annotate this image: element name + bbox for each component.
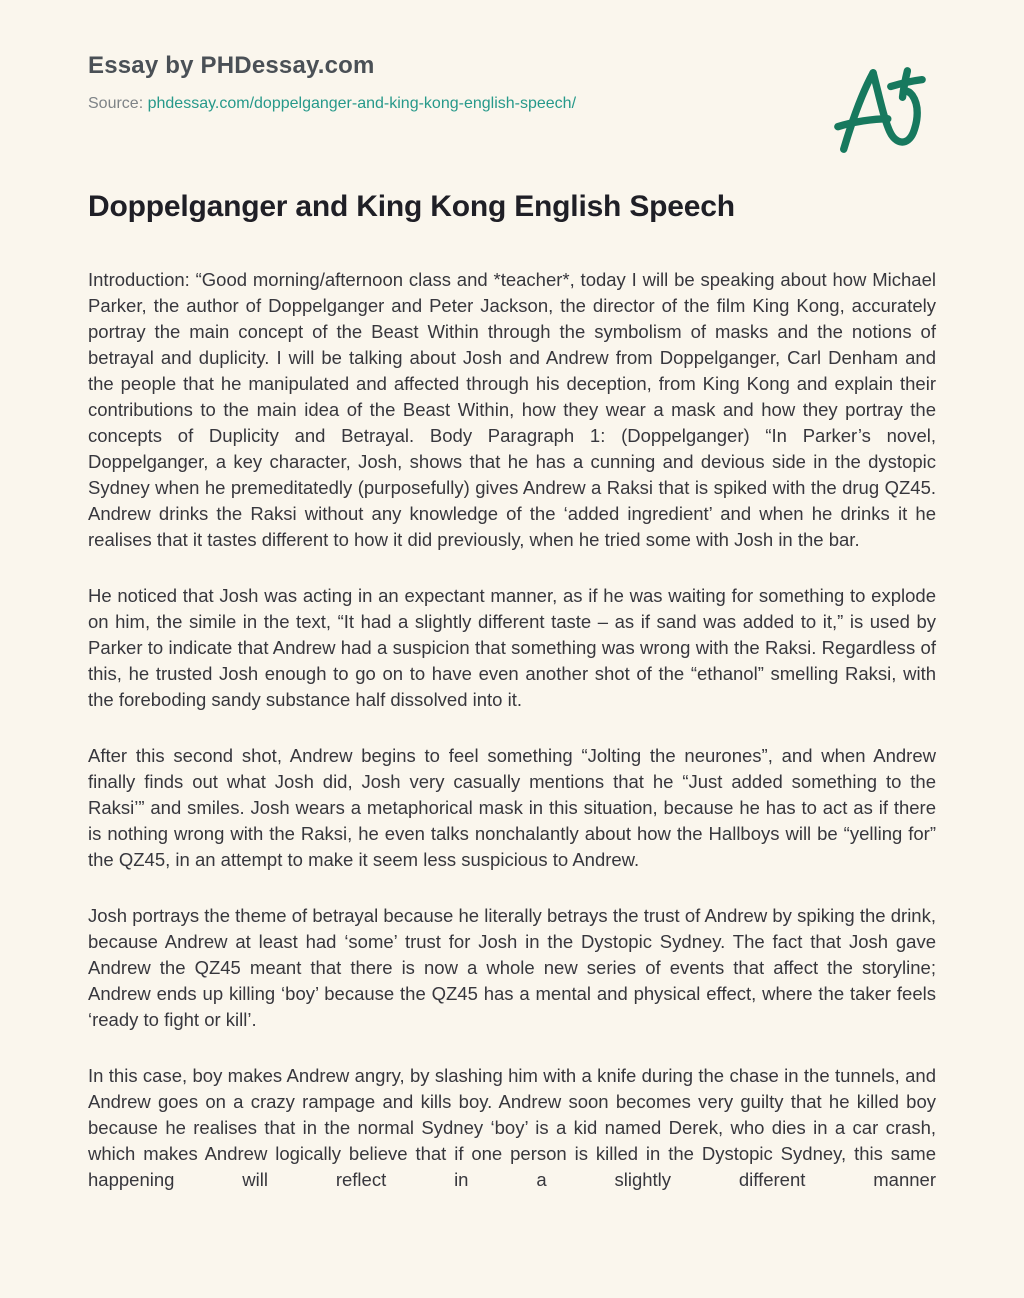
a-plus-grade-logo-icon <box>830 62 928 160</box>
essay-body <box>88 267 936 1193</box>
essay-paragraph-3: After this second shot, Andrew begins to feel something “Jolting the neurones”, and when Andrew finally finds out what Josh did, Josh very casually mentions that he “Just added something to the Raksi’” and smiles. Josh wears a metaphorical mask in this situation, because he has to act as if there is nothing wrong with the Raksi, he even talks nonchalantly about how the Hallboys will be “yelling for” the QZ45, in an attempt to make it seem less suspicious to Andrew. <box>88 745 936 870</box>
essay-paragraph-5: In this case, boy makes Andrew angry, by slashing him with a knife during the chase in the tunnels, and Andrew goes on a crazy rampage and kills boy. Andrew soon becomes very guilty that he killed boy because he realises that in the normal Sydney ‘boy’ is a kid named Derek, who dies in a car crash, which makes Andrew logically believe that if one person is killed in the Dystopic Sydney, this same happening will reflect in a slightly different manner <box>88 1065 936 1190</box>
page-header <box>88 0 936 113</box>
site-title: Essay by PHDessay.com <box>88 52 375 79</box>
source-line <box>88 95 936 113</box>
source-url-link[interactable]: phdessay.com/doppelganger-and-king-kong-english-speech/ <box>147 95 577 112</box>
essay-paragraph-2: He noticed that Josh was acting in an expectant manner, as if he was waiting for something to explode on him, the simile in the text, “It had a slightly different taste – as if sand was added to it,” is used by Parker to indicate that Andrew had a suspicion that something was wrong with the Raksi. Regardless of this, he trusted Josh enough to go on to have even another shot of the “ethanol” smelling Raksi, with the foreboding sandy substance half dissolved into it. <box>88 585 936 710</box>
essay-title: Doppelganger and King Kong English Speech <box>88 190 735 223</box>
essay-paragraph-4: Josh portrays the theme of betrayal because he literally betrays the trust of Andrew by spiking the drink, because Andrew at least had ‘some’ trust for Josh in the Dystopic Sydney. The fact that Josh gave Andrew the QZ45 meant that there is now a whole new series of events that affect the storyline; Andrew ends up killing ‘boy’ because the QZ45 has a mental and physical effect, where the taker feels ‘ready to fight or kill’. <box>88 905 936 1030</box>
essay-paragraph-1: Introduction: “Good morning/afternoon class and *teacher*, today I will be speaking about how Michael Parker, the author of Doppelganger and Peter Jackson, the director of the film King Kong, accurately portray the main concept of the Beast Within through the symbolism of masks and the notions of betrayal and duplicity. I will be talking about Josh and Andrew from Doppelganger, Carl Denham and the people that he manipulated and affected through his deception, from King Kong and explain their contributions to the main idea of the Beast Within, how they wear a mask and how they portray the concepts of Duplicity and Betrayal. Body Paragraph 1: (Doppelganger) “In Parker’s novel, Doppelganger, a key character, Josh, shows that he has a cunning and devious side in the dystopic Sydney when he premeditatedly (purposefully) gives Andrew a Raksi that is spiked with the drug QZ45. Andrew drinks the Raksi without any knowledge of the ‘added ingredient’ and when he drinks it he realises that it tastes different to how it did previously, when he tried some with Josh in the bar. <box>88 269 936 550</box>
source-label: Source: <box>88 95 144 112</box>
